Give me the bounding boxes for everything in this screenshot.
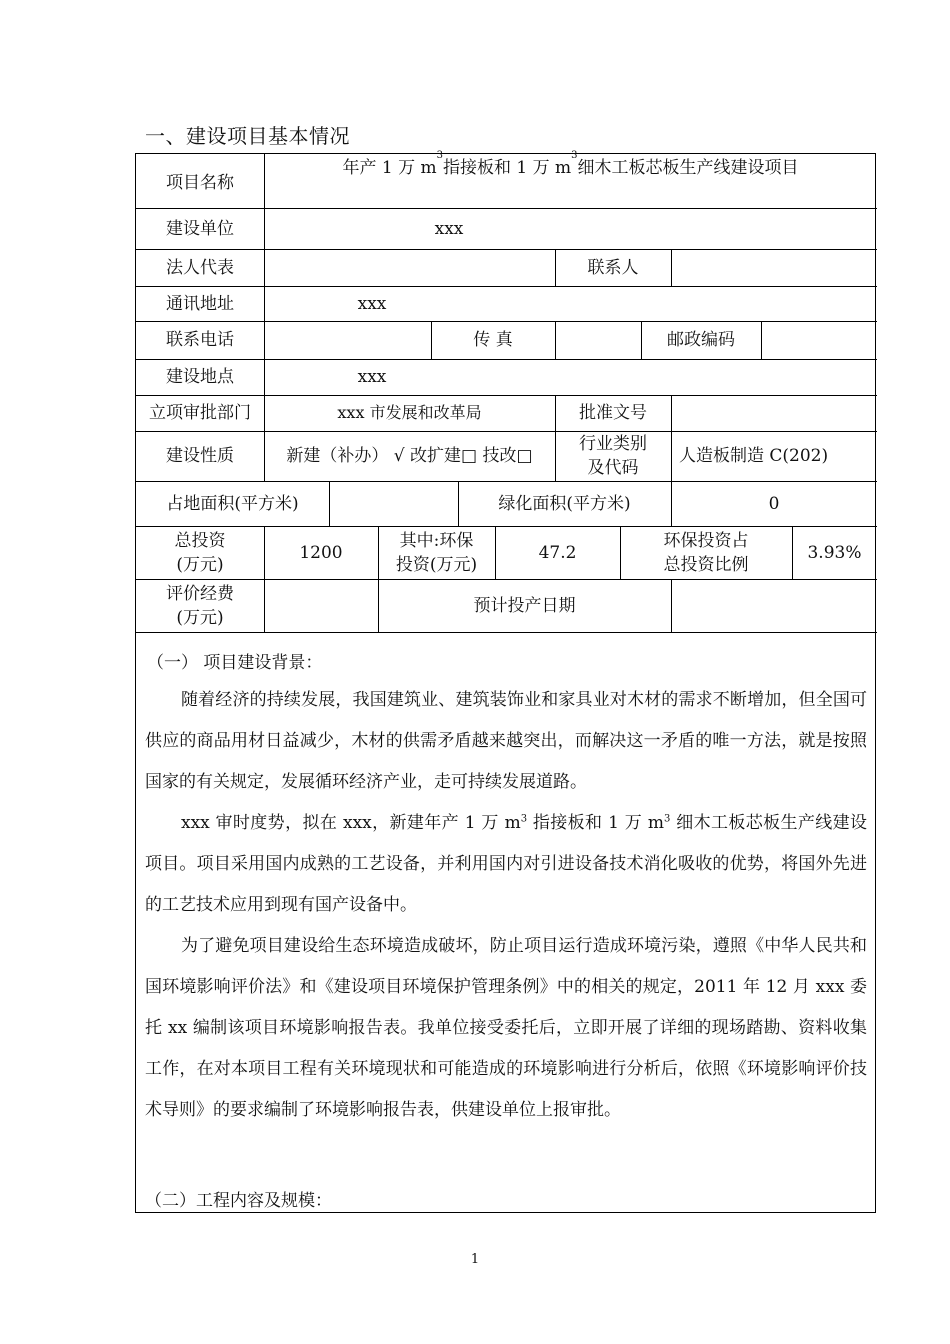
fax-label: 传 真 <box>473 330 513 350</box>
phone-label: 联系电话 <box>166 330 234 350</box>
nature-value: 新建（补办） √ 改扩建□ 技改□ <box>286 446 533 466</box>
total-invest-label-line2: (万元) <box>176 554 224 575</box>
location-label: 建设地点 <box>166 367 234 387</box>
legal-rep-value <box>264 249 555 286</box>
fax-value <box>555 321 641 359</box>
green-area-value: 0 <box>768 493 780 514</box>
nature-label: 建设性质 <box>166 446 234 466</box>
contact-value <box>671 249 877 286</box>
legal-rep-label: 法人代表 <box>166 257 234 278</box>
eval-fee-label-line2: (万元) <box>176 607 224 628</box>
industry-label <box>555 431 671 481</box>
address-label: 通讯地址 <box>166 293 234 314</box>
builder-value: xxx <box>434 218 464 239</box>
section-title-background: （一） 项目建设背景： <box>147 653 323 673</box>
section-heading: 一、建设项目基本情况 <box>145 124 350 148</box>
env-invest-label-line2: 投资(万元) <box>395 554 478 575</box>
approval-dept-label: 立项审批部门 <box>149 403 251 423</box>
paragraph-background: 随着经济的持续发展，我国建筑业、建筑装饰业和家具业对木材的需求不断增加，但全国可供应的商品用材日益减少，木材的供需矛盾越来越突出，而解决这一矛盾的唯一方法，就是按照国家的有关规定，发展循环经济产业，走可持续发展道路。 <box>145 690 867 792</box>
contact-label: 联系人 <box>587 257 639 278</box>
prod-date-value <box>671 579 877 632</box>
builder-label: 建设单位 <box>166 218 234 239</box>
para-part: xxx 审时度势，拟在 xxx，新建年产 1 万 m <box>181 813 521 833</box>
eval-fee-label <box>136 579 264 632</box>
address-value: xxx <box>357 293 387 314</box>
postcode-label: 邮政编码 <box>667 330 735 350</box>
para-part: 细木工板芯板生产线建设项目。项目采用国内成熟的工艺设备，并利用国内对引进设备技术消化吸收的优势，将国外先进的工艺技术应用到现有国产设备中。 <box>145 813 867 915</box>
project-name-value: 年产 1 万 m 3 指接板和 1 万 m 3 细木工板芯板生产线建设项目 <box>342 150 799 178</box>
paragraph-project-intro <box>145 803 867 926</box>
project-name-part: 细木工板芯板生产线建设项目 <box>577 158 799 178</box>
industry-label-line2: 及代码 <box>587 458 639 478</box>
eval-fee-value <box>264 579 378 632</box>
paragraph-commission: 为了避免项目建设给生态环境造成破坏，防止项目运行造成环境污染，遵照《中华人民共和国环境影响评价法》和《建设项目环境保护管理条例》中的相关的规定，2011 年 12 月 xxx 委托 xx 编制该项目环境影响报告表。我单位接受委托后，立即开展了详细的现场踏勘、资料收集工作，在对本项目工程有关环境现状和可能造成的环境影响进行分析后，依照《环境影响评价技术导则》的要求编制了环境影响报告表，供建设单位上报审批。 <box>145 936 867 1120</box>
env-invest-value: 47.2 <box>538 542 577 563</box>
location-value: xxx <box>357 367 387 387</box>
para-part: 指接板和 1 万 m <box>527 813 665 833</box>
superscript: 3 <box>664 813 671 825</box>
env-ratio-value: 3.93% <box>807 542 862 563</box>
total-invest-value: 1200 <box>299 542 343 563</box>
industry-label-line1: 行业类别 <box>579 434 647 454</box>
green-area-label: 绿化面积(平方米) <box>498 493 631 514</box>
land-area-value <box>329 481 458 526</box>
page-number: 1 <box>470 1252 480 1267</box>
env-invest-label <box>378 526 495 579</box>
prod-date-label: 预计投产日期 <box>473 595 576 616</box>
project-name-label: 项目名称 <box>166 173 234 193</box>
section-title-scope: （二）工程内容及规模： <box>145 1191 332 1211</box>
project-name-part: 指接板和 1 万 m <box>443 158 572 178</box>
superscript: 3 <box>520 813 528 825</box>
total-invest-label <box>136 526 264 579</box>
phone-value <box>264 321 431 359</box>
env-invest-label-line1: 其中:环保 <box>399 530 474 551</box>
approval-doc-value <box>671 395 877 431</box>
total-invest-label-line1: 总投资 <box>174 530 226 551</box>
env-ratio-label-line2: 总投资比例 <box>663 554 749 575</box>
env-ratio-label <box>620 526 792 579</box>
approval-doc-label: 批准文号 <box>579 403 647 423</box>
env-ratio-label-line1: 环保投资占 <box>663 530 749 551</box>
eval-fee-label-line1: 评价经费 <box>166 583 234 604</box>
land-area-label: 占地面积(平方米) <box>166 493 299 514</box>
project-name-part: 年产 1 万 m <box>342 158 437 178</box>
industry-value: 人造板制造 C(202) <box>679 446 829 466</box>
approval-dept-value: xxx 市发展和改革局 <box>337 403 482 422</box>
postcode-value <box>761 321 877 359</box>
